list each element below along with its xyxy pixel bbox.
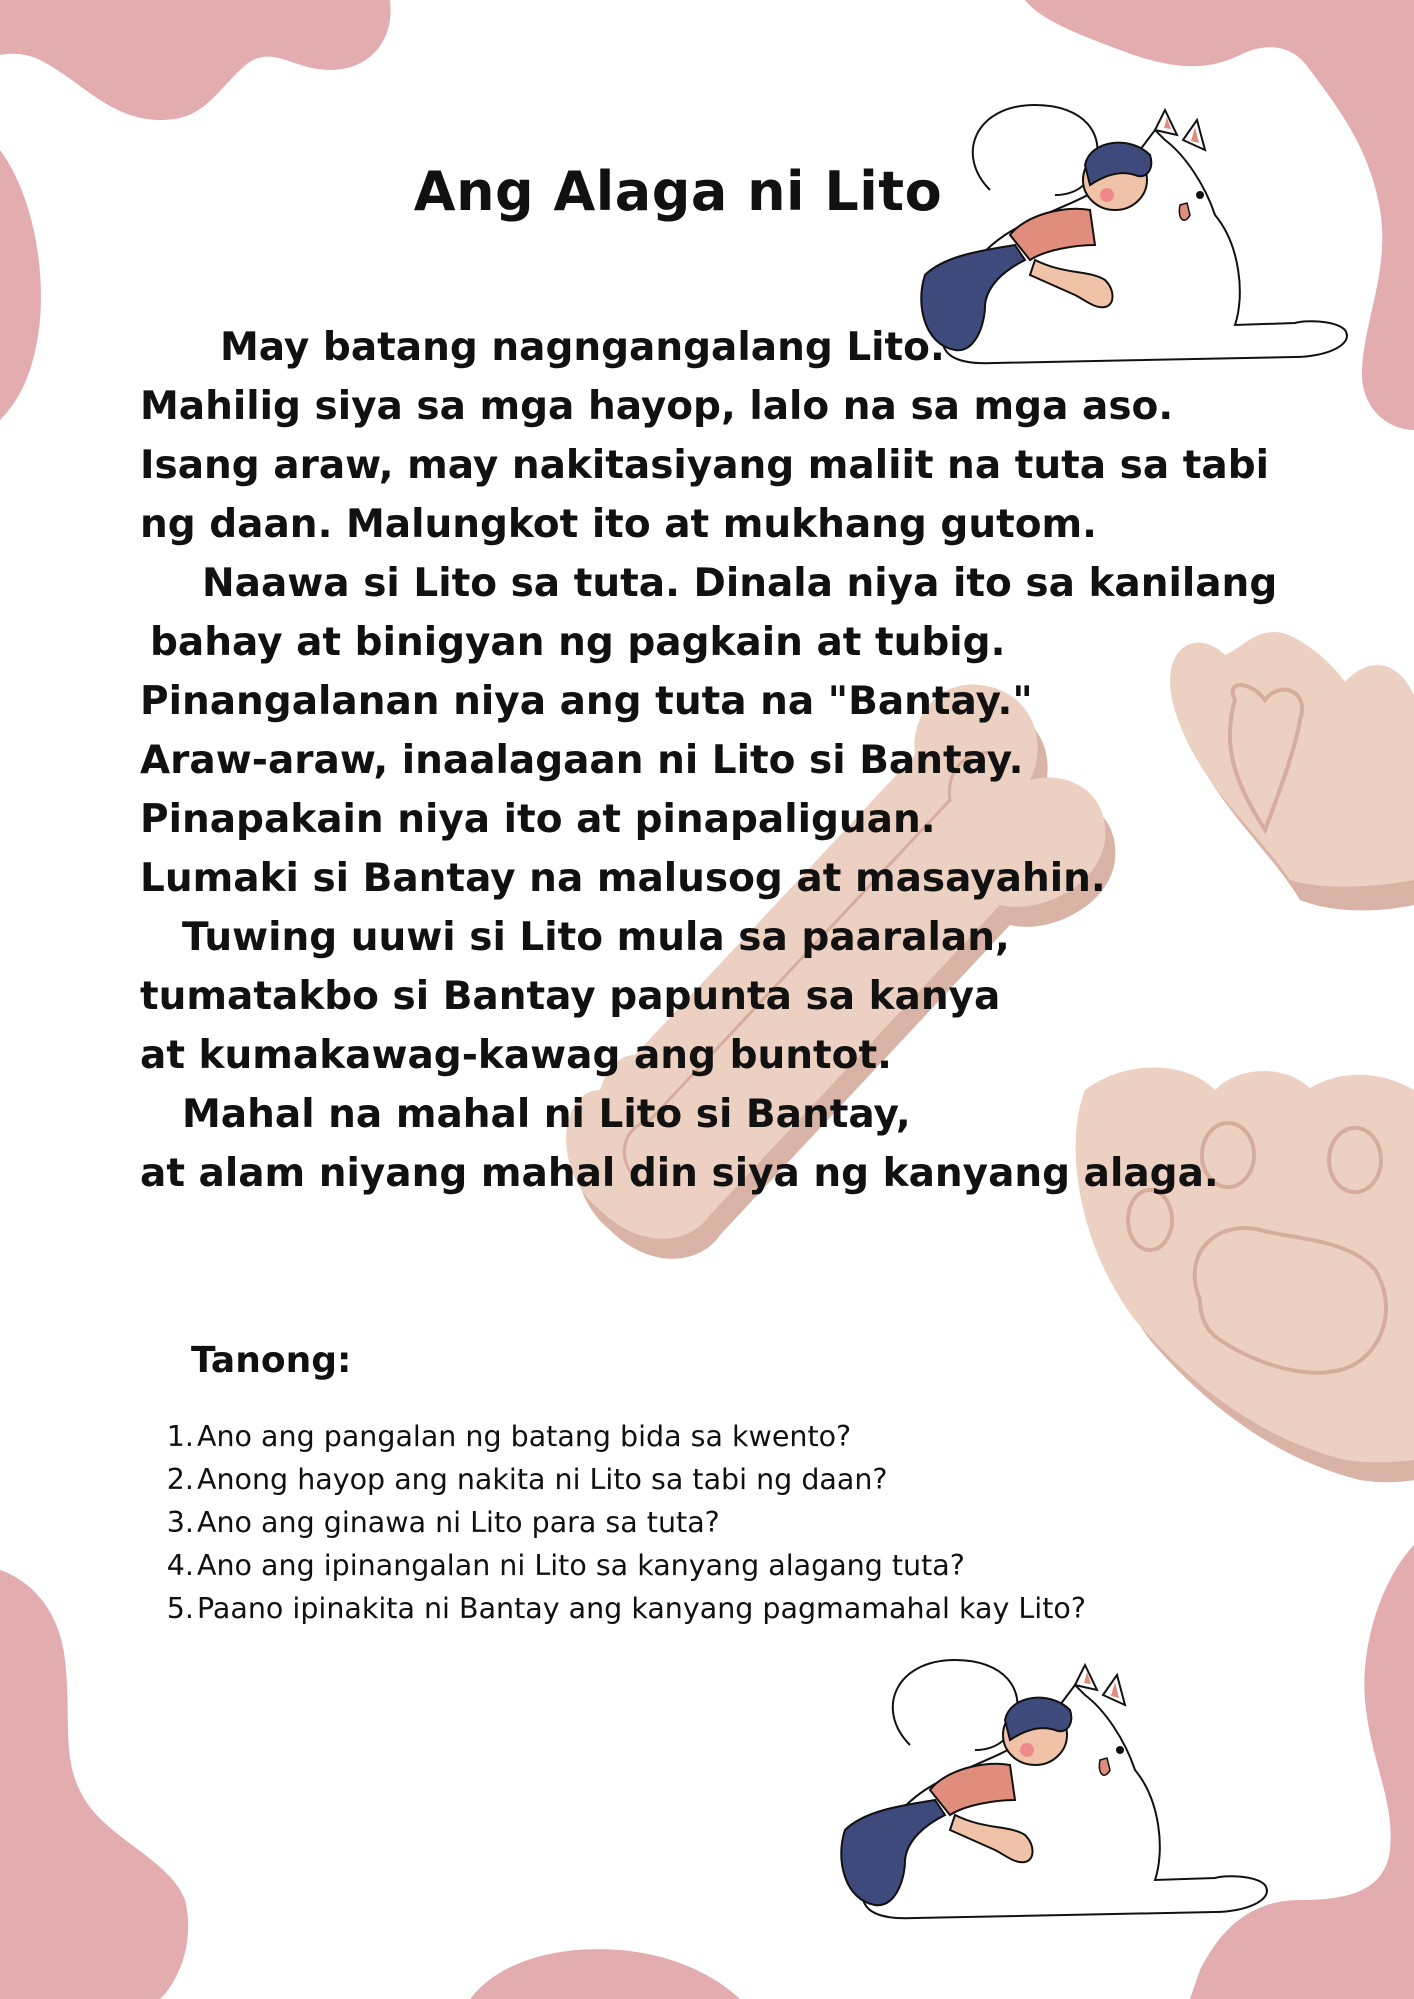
story-line: tumatakbo si Bantay papunta sa kanya [140, 974, 1001, 1019]
story-line: Mahilig siya sa mga hayop, lalo na sa mga aso. [140, 384, 1174, 429]
question-item [160, 1544, 1086, 1587]
question-item [160, 1415, 1086, 1458]
story-line: Isang araw, may nakitasiyang maliit na tuta sa tabi [140, 443, 1270, 488]
questions-list [160, 1415, 1086, 1630]
questions-heading: Tanong: [191, 1340, 352, 1381]
story-line: bahay at binigyan ng pagkain at tubig. [150, 620, 1006, 665]
pink-blob-bottom-left [0, 1570, 188, 1999]
question-number: 3. [166, 1506, 194, 1539]
question-item [160, 1458, 1086, 1501]
story-line: Naawa si Lito sa tuta. Dinala niya ito sa kanilang [202, 561, 1278, 606]
boy-hugging-dog-illustration-bottom [835, 1650, 1275, 1925]
question-number: 2. [166, 1463, 194, 1496]
pink-blob-bottom-middle [470, 1949, 740, 1999]
story-line: ng daan. Malungkot ito at mukhang gutom. [140, 502, 1097, 547]
story-line: Araw-araw, inaalagaan ni Lito si Bantay. [140, 738, 1024, 783]
question-number: 5. [166, 1592, 194, 1625]
story-text [140, 318, 1277, 1203]
question-number: 4. [166, 1549, 194, 1582]
question-text: Ano ang ipinangalan ni Lito sa kanyang alagang tuta? [197, 1549, 965, 1582]
story-line: Tuwing uuwi si Lito mula sa paaralan, [182, 915, 1010, 960]
story-line: at kumakawag-kawag ang buntot. [140, 1033, 892, 1078]
question-text: Anong hayop ang nakita ni Lito sa tabi ng daan? [197, 1463, 888, 1496]
story-line: Lumaki si Bantay na malusog at masayahin. [140, 856, 1106, 901]
story-line: Mahal na mahal ni Lito si Bantay, [182, 1092, 911, 1137]
question-item [160, 1501, 1086, 1544]
question-text: Ano ang ginawa ni Lito para sa tuta? [197, 1506, 720, 1539]
question-text: Ano ang pangalan ng batang bida sa kwento? [197, 1420, 852, 1453]
page-title: Ang Alaga ni Lito [413, 160, 943, 223]
story-line: at alam niyang mahal din siya ng kanyang alaga. [140, 1151, 1219, 1196]
question-item [160, 1587, 1086, 1630]
story-line: May batang nagngangalang Lito. [220, 325, 945, 370]
question-number: 1. [166, 1420, 194, 1453]
story-line: Pinapakain niya ito at pinapaliguan. [140, 797, 936, 842]
story-line: Pinangalanan niya ang tuta na "Bantay." [140, 679, 1033, 724]
pink-blob-top-left [0, 0, 391, 120]
question-text: Paano ipinakita ni Bantay ang kanyang pagmamahal kay Lito? [197, 1592, 1086, 1625]
